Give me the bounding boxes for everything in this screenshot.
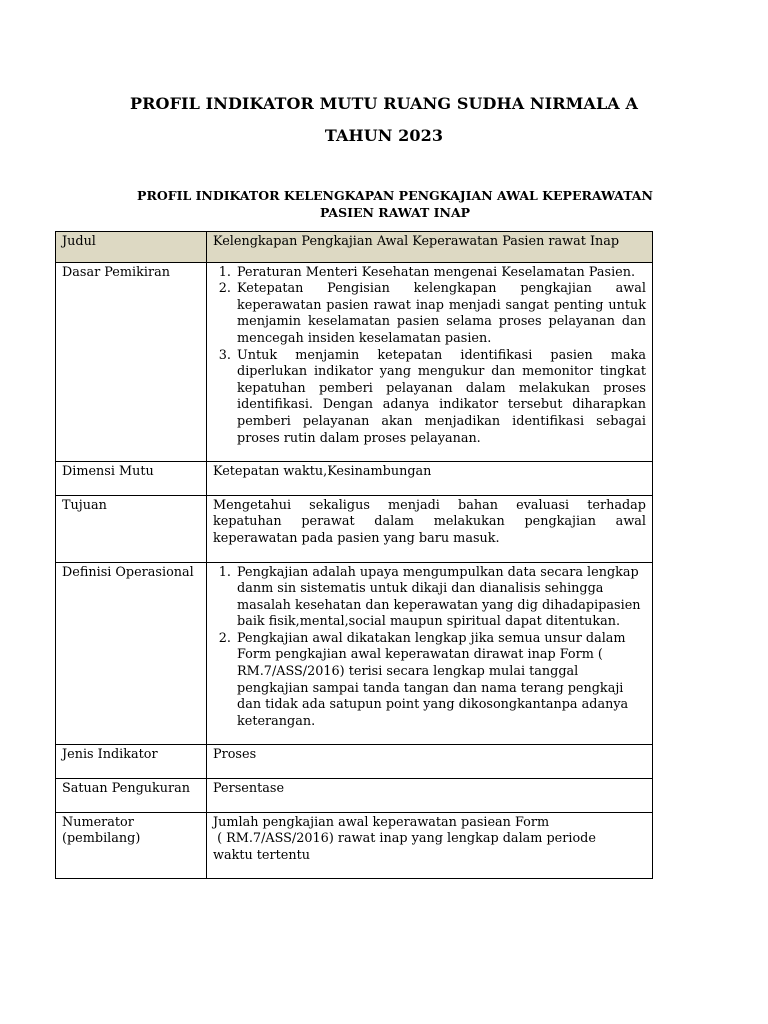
table-row-jenis-indikator: [56, 745, 653, 779]
table-row-dasar-pemikiran: [56, 262, 653, 462]
table-row-numerator: [56, 812, 653, 879]
numerator-value-line-2: ( RM.7/ASS/2016) rawat inap yang lengkap dalam periode: [213, 831, 596, 847]
row-value-satuan-pengukuran: Persentase: [207, 779, 653, 813]
row-label-judul: Judul: [56, 232, 207, 263]
table-row-dimensi-mutu: [56, 462, 653, 496]
row-value-jenis-indikator: Proses: [207, 745, 653, 779]
list-item: 1. Peraturan Menteri Kesehatan mengenai Keselamatan Pasien.: [235, 265, 646, 282]
document-year: TAHUN 2023: [324, 126, 444, 145]
subtitle-line-2: PASIEN RAWAT INAP: [319, 205, 471, 220]
indicator-subtitle: [110, 187, 680, 221]
list-item: 1. Pengkajian adalah upaya mengumpulkan data secara lengkap danm sin sistematis untuk dikaji dan dianalisis sehingga masalah kesehatan dan keperawatan yang dig dihadapipasien baik fisik,mental,social maupun spiritual dapat ditentukan.: [235, 565, 646, 631]
table-row-definisi-operasional: [56, 562, 653, 745]
table-row-tujuan: [56, 495, 653, 562]
table-row-satuan-pengukuran: [56, 779, 653, 813]
list-item: 2. Pengkajian awal dikatakan lengkap jika semua unsur dalam Form pengkajian awal keperawatan dirawat inap Form ( RM.7/ASS/2016) terisi secara lengkap mulai tanggal pengkajian sampai tanda tangan dan nama terang pengkaji dan tidak ada satupun point yang dikosongkantanpa adanya keterangan.: [235, 631, 646, 731]
numerator-label-line-2: (pembilang): [62, 831, 141, 847]
table-row-judul: [56, 232, 653, 263]
row-value-tujuan: Mengetahui sekaligus menjadi bahan evaluasi terhadap kepatuhan perawat dalam melakukan pengkajian awal keperawatan pada pasien yang baru masuk.: [207, 495, 653, 562]
list-item: 3. Untuk menjamin ketepatan identifikasi pasien maka diperlukan indikator yang mengukur dan memonitor tingkat kepatuhan pemberi pelayanan dalam melakukan proses identifikasi. Dengan adanya indikator tersebut diharapkan pemberi pelayanan akan menjadikan identifikasi sebagai proses rutin dalam proses pelayanan.: [235, 348, 646, 448]
document-title: PROFIL INDIKATOR MUTU RUANG SUDHA NIRMALA A: [130, 94, 638, 113]
row-label-tujuan: Tujuan: [56, 495, 207, 562]
row-value-dasar-pemikiran: [207, 262, 653, 462]
row-label-dimensi-mutu: Dimensi Mutu: [56, 462, 207, 496]
definisi-operasional-list: [213, 565, 646, 731]
indicator-profile-table: [55, 231, 653, 879]
numerator-value-line-1: Jumlah pengkajian awal keperawatan pasiean Form: [213, 814, 550, 830]
row-label-satuan-pengukuran: Satuan Pengukuran: [56, 779, 207, 813]
row-value-judul: Kelengkapan Pengkajian Awal Keperawatan Pasien rawat Inap: [207, 232, 653, 263]
list-item: 2. Ketepatan Pengisian kelengkapan pengkajian awal keperawatan pasien rawat inap menjadi sangat penting untuk menjamin keselamatan pasien selama proses pelayanan dan mencegah insiden keselamatan pasien.: [235, 281, 646, 347]
numerator-value-line-3: waktu tertentu: [213, 847, 310, 863]
dasar-pemikiran-list: [213, 265, 646, 448]
row-value-numerator: [207, 812, 653, 879]
row-value-definisi-operasional: [207, 562, 653, 745]
row-label-jenis-indikator: Jenis Indikator: [56, 745, 207, 779]
subtitle-line-1: PROFIL INDIKATOR KELENGKAPAN PENGKAJIAN AWAL KEPERAWATAN: [137, 188, 653, 203]
row-value-dimensi-mutu: Ketepatan waktu,Kesinambungan: [207, 462, 653, 496]
numerator-label-line-1: Numerator: [62, 814, 134, 830]
row-label-numerator: [56, 812, 207, 879]
row-label-definisi-operasional: Definisi Operasional: [56, 562, 207, 745]
row-label-dasar-pemikiran: Dasar Pemikiran: [56, 262, 207, 462]
